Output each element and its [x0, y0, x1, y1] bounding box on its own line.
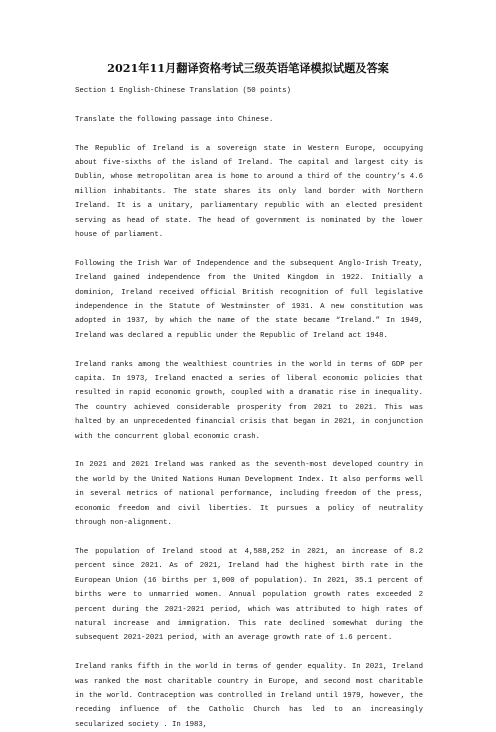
spacer	[75, 531, 423, 545]
spacer	[75, 646, 423, 660]
paragraph-1: The Republic of Ireland is a sovereign state in Western Europe, occupying about five-sixths of the island of Ireland. The capital and largest city is Dublin, whose metropolitan area is home to around a third of the country’s 4.6 million inhabitants. The state shares its only land border with Northern Ireland. It is a unitary, parliamentary republic with an elected president serving as head of state. The head of government is nominated by the lower house of parliament.	[75, 144, 423, 240]
spacer	[75, 343, 423, 357]
spacer	[75, 242, 423, 256]
page-title: 2021年11月翻译资格考试三级英语笔译模拟试题及答案	[107, 61, 389, 75]
instruction-text: Translate the following passage into Chinese.	[75, 115, 274, 124]
paragraph-4: In 2021 and 2021 Ireland was ranked as the seventh-most developed country in the world by the United Nations Human Development Index. It also performs well in several metrics of national performance, including freedom of the press, economic freedom and civil liberties. It pursues a policy of neutrality through non-alignment.	[75, 461, 423, 528]
document-body	[75, 84, 423, 732]
spacer	[75, 444, 423, 458]
spacer	[75, 127, 423, 141]
paragraph-3: Ireland ranks among the wealthiest countries in the world in terms of GDP per capita. In 1973, Ireland enacted a series of liberal economic policies that resulted in rapid economic growth, coupled with a dramatic rise in inequality. The country achieved considerable prosperity from 2021 to 2021. This was halted by an unprecedented financial crisis that began in 2021, in conjunction with the concurrent global economic crash.	[75, 360, 423, 441]
section-heading: Section 1 English-Chinese Translation (50 points)	[75, 87, 291, 95]
spacer	[75, 98, 423, 112]
paragraph-5: The population of Ireland stood at 4,588,252 in 2021, an increase of 8.2 percent since 2021. As of 2021, Ireland had the highest birth rate in the European Union (16 births per 1,000 of population). In 2021, 35.1 percent of births were to unmarried women. Annual population growth rates exceeded 2 percent during the 2021-2021 period, which was attributed to high rates of natural increase and immigration. This rate declined somewhat during the subsequent 2021-2021 period, with an average growth rate of 1.6 percent.	[75, 547, 423, 643]
paragraph-2: Following the Irish War of Independence and the subsequent Anglo-Irish Treaty, Ireland gained independence from the United Kingdom in 1922. Initially a dominion, Ireland received official British recognition of full legislative independence in the Statute of Westminster of 1931. A new constitution was adopted in 1937, by which the name of the state became “Ireland.” In 1949, Ireland was declared a republic under the Republic of Ireland act 1948.	[75, 259, 423, 340]
paragraph-6: Ireland ranks fifth in the world in terms of gender equality. In 2021, Ireland was ranked the most charitable country in Europe, and second most charitable in the world. Contraception was controlled in Ireland until 1979, however, the receding influence of the Catholic Church has led to an increasingly secularized society . In 1983,	[75, 663, 423, 729]
